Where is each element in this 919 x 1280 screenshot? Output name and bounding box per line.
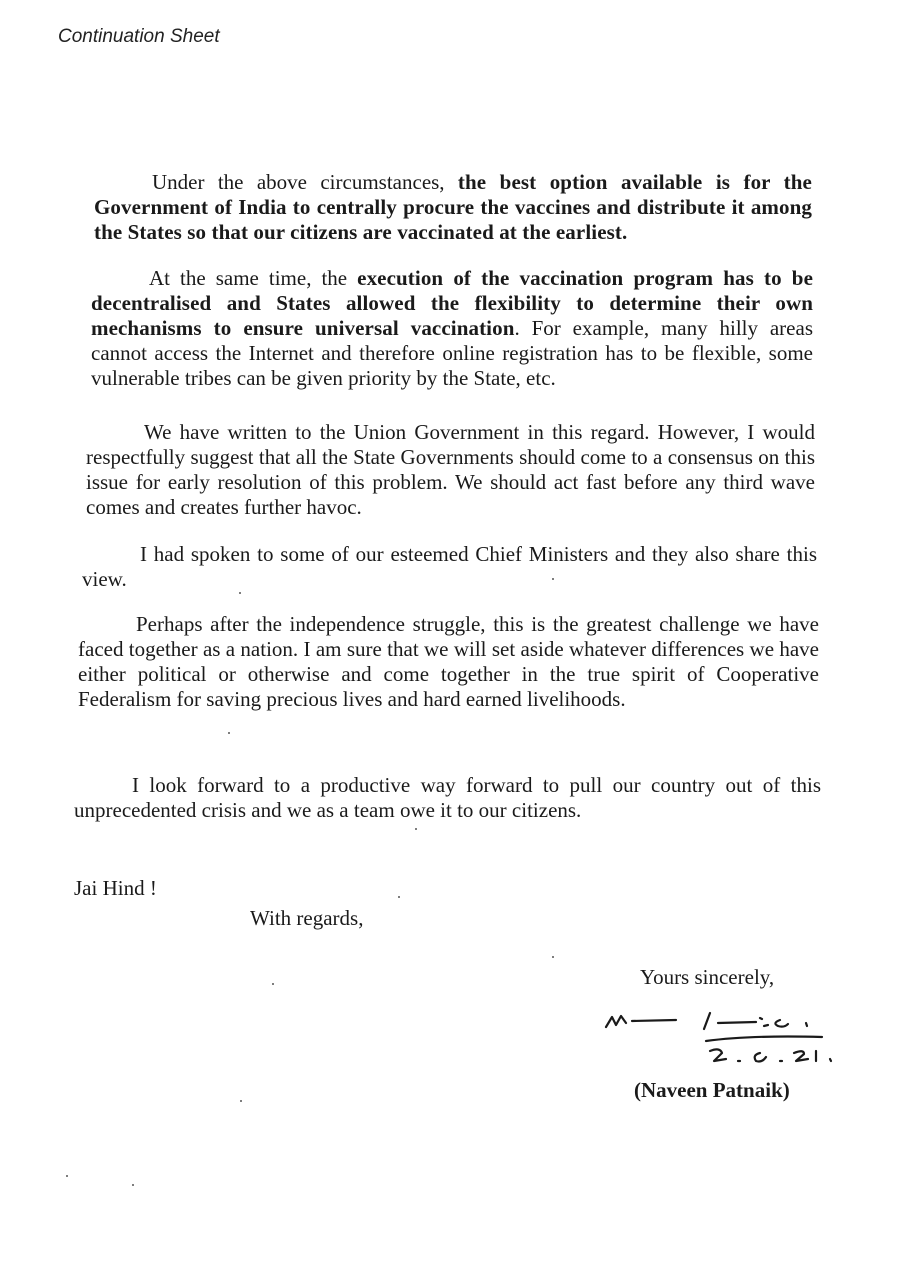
text-segment: I look forward to a productive way forward to pull our country out of this unprecedented crisis and we as a team owe it to our citizens. bbox=[74, 773, 821, 822]
scan-speck bbox=[228, 732, 230, 734]
text-segment: Under the above circumstances, bbox=[152, 170, 458, 194]
text-segment: At the same time, the bbox=[149, 266, 358, 290]
scan-speck bbox=[132, 1184, 134, 1186]
scan-speck bbox=[552, 956, 554, 958]
regards-line: With regards, bbox=[250, 906, 364, 930]
text-segment: We have written to the Union Government in this regard. However, I would respectfully suggest that all the State Governments should come to a consensus on this issue for early resolution of this problem. We should act fast before any third wave comes and creates further havoc. bbox=[86, 420, 815, 519]
closing-salutation: Jai Hind ! bbox=[74, 876, 157, 900]
signatory-name: (Naveen Patnaik) bbox=[634, 1078, 790, 1102]
scan-speck bbox=[415, 828, 417, 830]
text-segment: I had spoken to some of our esteemed Chief Ministers and they also share this view. bbox=[82, 542, 817, 591]
text-segment: . For example, many hilly areas cannot access the Internet and therefore online registration has to be flexible, some vulnerable tribes can be given priority by the State, etc. bbox=[91, 316, 813, 390]
paragraph-4 bbox=[82, 542, 817, 592]
text-segment: Perhaps after the independence struggle, this is the greatest challenge we have faced together as a nation. I am sure that we will set aside whatever differences we have either political or otherwise and come together in the true spirit of Cooperative Federalism for saving precious lives and hard earned livelihoods. bbox=[78, 612, 819, 711]
bold-text-segment: the best option available is for the Government of India to centrally procure the vaccines and distribute it among the States so that our citizens are vaccinated at the earliest. bbox=[94, 170, 812, 244]
scan-speck bbox=[272, 983, 274, 985]
sheet-label: Continuation Sheet bbox=[58, 26, 220, 47]
valediction: Yours sincerely, bbox=[640, 965, 775, 989]
bold-text-segment: execution of the vaccination program has to be decentralised and States allowed the flexibility to determine their own mechanisms to ensure universal vaccination bbox=[91, 266, 813, 340]
scan-speck bbox=[66, 1175, 68, 1177]
scan-speck bbox=[398, 896, 400, 898]
paragraph-3 bbox=[86, 420, 815, 520]
paragraph-5 bbox=[78, 612, 819, 712]
handwritten-signature bbox=[600, 995, 850, 1070]
scan-speck bbox=[552, 578, 554, 580]
paragraph-1 bbox=[94, 170, 812, 245]
paragraph-2 bbox=[91, 266, 813, 391]
paragraph-6 bbox=[74, 773, 821, 823]
scan-speck bbox=[239, 592, 241, 594]
scan-speck bbox=[240, 1100, 242, 1102]
